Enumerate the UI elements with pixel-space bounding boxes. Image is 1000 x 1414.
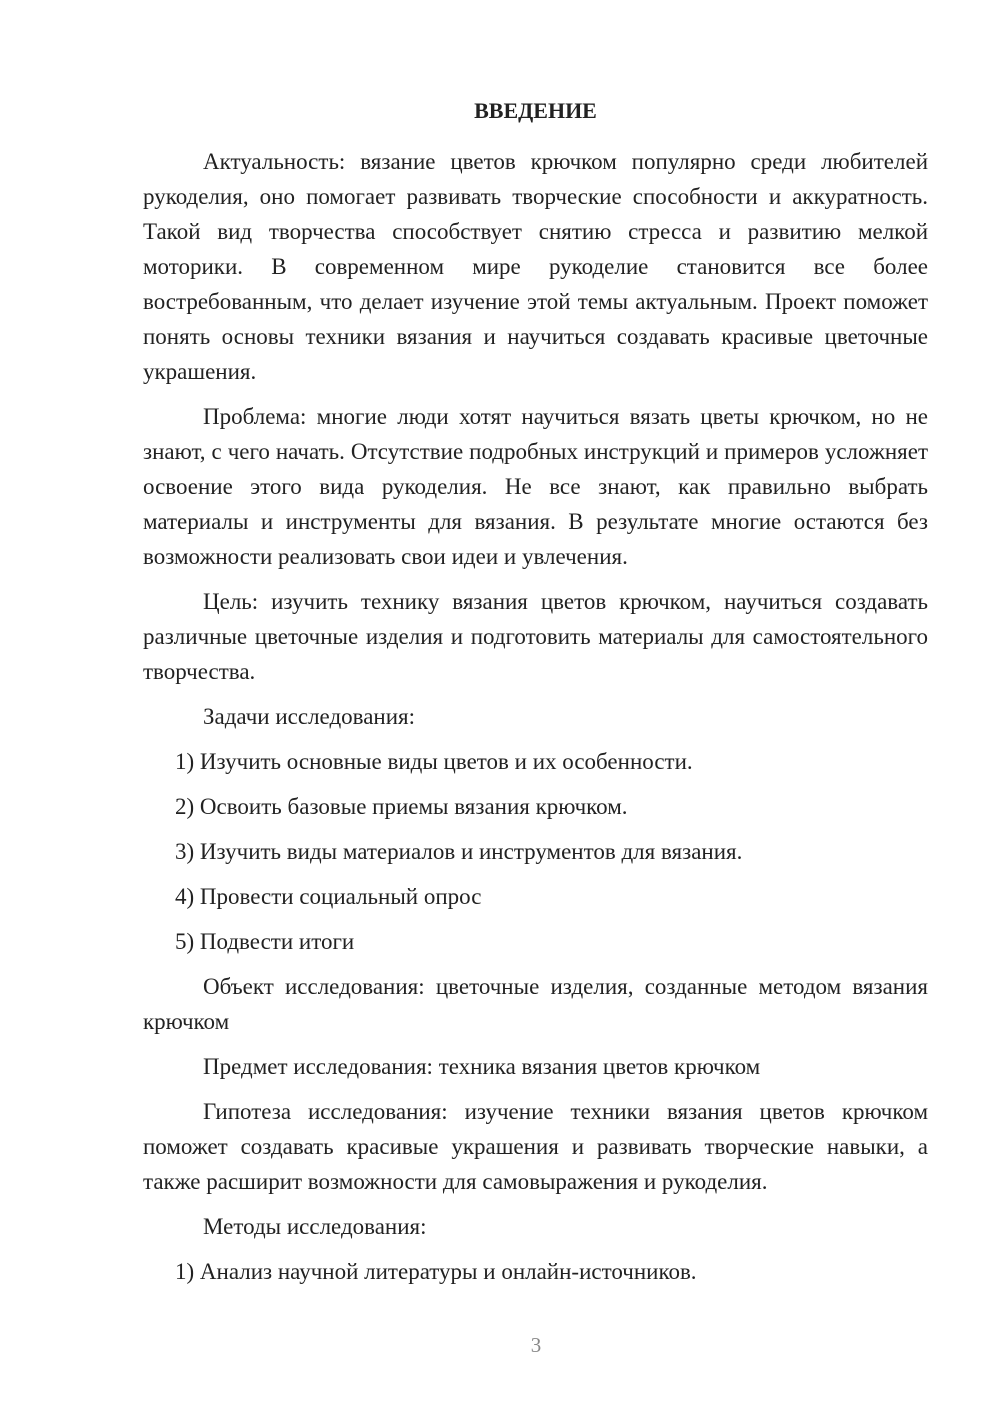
task-item: 1) Изучить основные виды цветов и их особенности. [175,749,693,774]
task-item: 2) Освоить базовые приемы вязания крючком. [175,794,628,819]
method-item: 1) Анализ научной литературы и онлайн-источников. [175,1259,697,1284]
object-paragraph: Объект исследования: цветочные изделия, созданные методом вязания крючком [143,974,928,1034]
task-item: 4) Провести социальный опрос [175,884,482,909]
tasks-heading: Задачи исследования: [203,704,416,729]
task-item: 5) Подвести итоги [175,929,355,954]
page-number: 3 [530,1333,542,1357]
document-page [143,95,928,1299]
page-title: ВВЕДЕНИЕ [474,98,597,123]
problem-paragraph: Проблема: многие люди хотят научиться вязать цветы крючком, но не знают, с чего начать. Отсутствие подробных инструкций и примеров усложняет освоение этого вида рукоделия. Не все знают, как правильно выбрать материалы и инструменты для вязания. В результате многие остаются без возможности реализовать свои идеи и увлечения. [143,404,928,569]
task-item: 3) Изучить виды материалов и инструментов для вязания. [175,839,743,864]
methods-heading: Методы исследования: [203,1214,427,1239]
subject-paragraph: Предмет исследования: техника вязания цветов крючком [203,1054,761,1079]
relevance-paragraph: Актуальность: вязание цветов крючком популярно среди любителей рукоделия, оно помогает развивать творческие способности и аккуратность. Такой вид творчества способствует снятию стресса и развитию мелкой моторики. В современном мире рукоделие становится все более востребованным, что делает изучение этой темы актуальным. Проект поможет понять основы техники вязания и научиться создавать красивые цветочные украшения. [143,149,928,384]
goal-paragraph: Цель: изучить технику вязания цветов крючком, научиться создавать различные цветочные изделия и подготовить материалы для самостоятельного творчества. [143,589,928,684]
hypothesis-paragraph: Гипотеза исследования: изучение техники вязания цветов крючком поможет создавать красивые украшения и развивать творческие навыки, а также расширит возможности для самовыражения и рукоделия. [143,1099,928,1194]
